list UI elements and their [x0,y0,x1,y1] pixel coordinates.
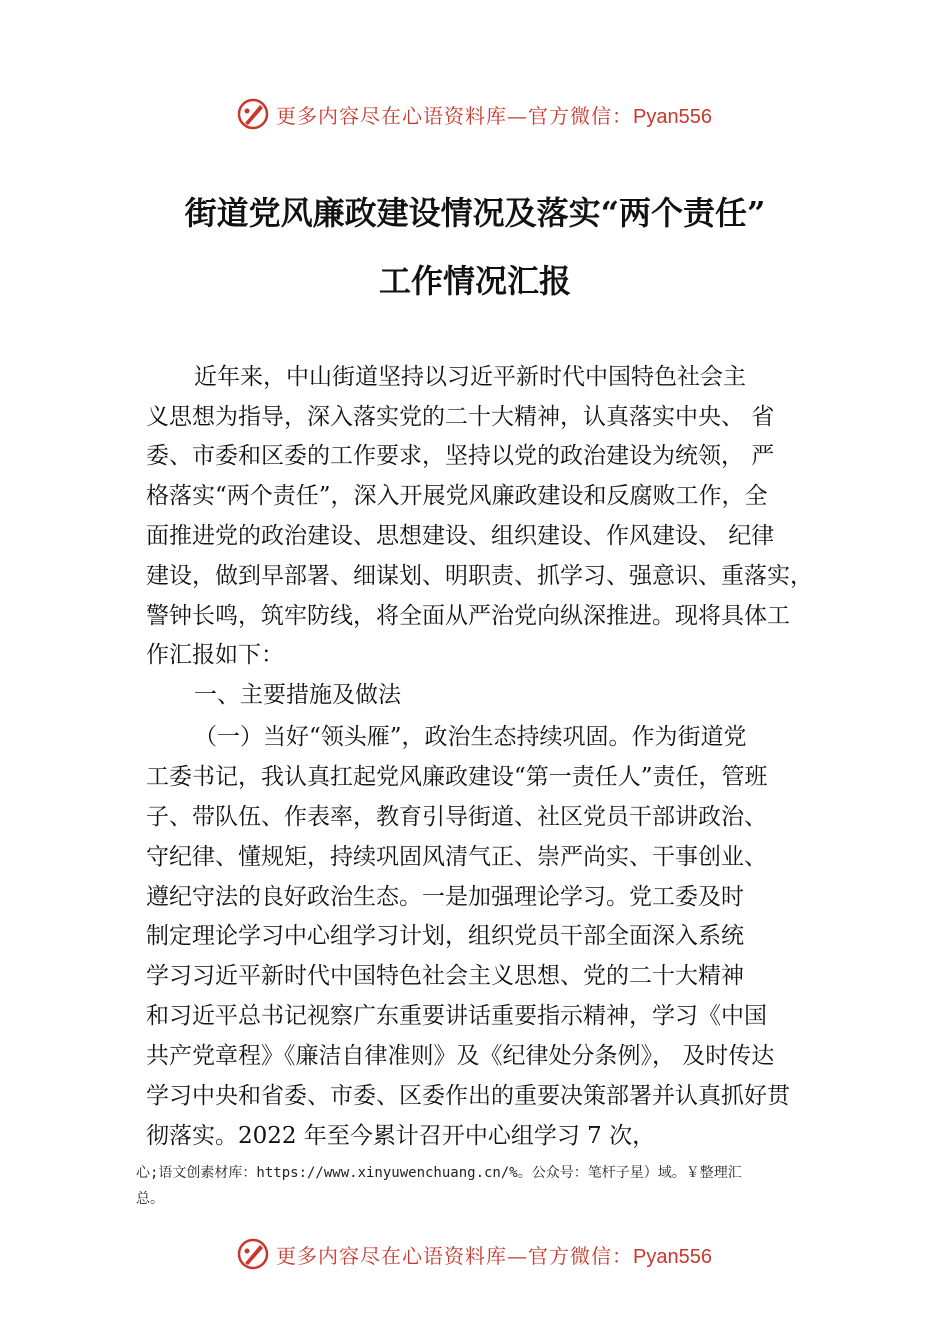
body-line: 警钟长鸣，筑牢防线，将全面从严治党向纵深推进。现将具体工 [146,603,790,629]
body-line: 子、带队伍、作表率，教育引导街道、社区党员干部讲政治、 [146,804,767,830]
pen-seal-icon [236,1237,270,1271]
banner-text: 更多内容尽在心语资料库—官方微信：Pyan556 [276,1243,712,1268]
wechat-handle: Pyan556 [633,105,712,128]
body-line: 作汇报如下： [146,642,284,668]
document-title-line1: 街道党风廉政建设情况及落实“两个责任” [184,194,766,232]
footer-banner [236,1236,712,1272]
body-line: 学习习近平新时代中国特色社会主义思想、党的二十大精神 [146,963,744,989]
body-line: 守纪律、懂规矩，持续巩固风清气正、崇严尚实、干事创业、 [146,844,767,870]
banner-text: 更多内容尽在心语资料库—官方微信：Pyan556 [276,103,712,128]
section-heading: 一、主要措施及做法 [194,682,401,708]
body-line: 面推进党的政治建设、思想建设、组织建设、作风建设、 纪律 [146,523,775,549]
body-line: 建设，做到早部署、细谋划、明职责、抓学习、强意识、重落实， [146,563,813,589]
body-line: 委、市委和区委的工作要求，坚持以党的政治建设为统领， 严 [146,443,775,469]
body-line: 格落实“两个责任”，深入开展党风廉政建设和反腐败工作，全 [146,483,768,509]
body-line: 遵纪守法的良好政治生态。一是加强理论学习。党工委及时 [146,884,744,910]
body-line: 工委书记，我认真扛起党风廉政建设“第一责任人”责任，管班 [146,764,768,790]
footnote-line2: 总。 [136,1191,164,1207]
body-line: 学习中央和省委、市委、区委作出的重要决策部署并认真抓好贯 [146,1083,790,1109]
body-line: 和习近平总书记视察广东重要讲话重要指示精神，学习《中国 [146,1003,767,1029]
wechat-handle: Pyan556 [633,1245,712,1268]
footnote-line1: 心;语文创素材库：https://www.xinyuwenchuang.cn/%。公众号：笔杆子星）域。￥整理汇 [136,1165,742,1181]
body-line: 彻落实。2022 年至今累计召开中心组学习 7 次， [146,1123,656,1149]
body-line: 制定理论学习中心组学习计划，组织党员干部全面深入系统 [146,923,744,949]
body-line: 共产党章程》《廉洁自律准则》及《纪律处分条例》， 及时传达 [146,1043,775,1069]
subsection-heading: （一）当好“领头雁”，政治生态持续巩固。作为街道党 [194,724,747,750]
body-line: 近年来，中山街道坚持以习近平新时代中国特色社会主 [194,364,746,390]
pen-seal-icon [236,97,270,131]
header-banner [236,96,712,132]
document-title-line2: 工作情况汇报 [378,262,571,300]
body-line: 义思想为指导，深入落实党的二十大精神，认真落实中央、 省 [146,404,775,430]
